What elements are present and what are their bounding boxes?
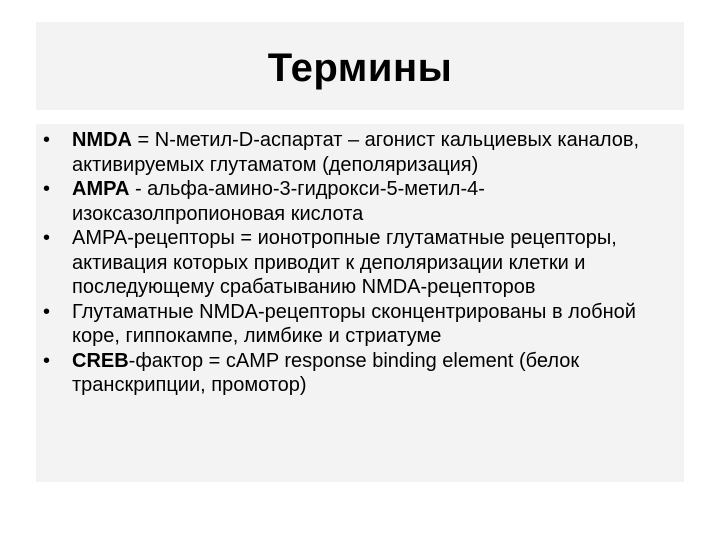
content-panel (36, 124, 684, 482)
bullet-dot: • (43, 178, 51, 200)
bullet-item-creb (36, 349, 684, 398)
bullet-item-nmda-receptors (36, 300, 684, 349)
bullet-text: AMPA-рецепторы = ионотропные глутаматные рецепторы, активация которых приводит к деполяризации клетки и последующему срабатыванию NMDA-рецепторов (72, 227, 617, 298)
bullet-dot: • (43, 349, 51, 372)
term-definition: = N-метил-D-аспартат – агонист кальциевых каналов, активируемых глутаматом (деполяризация) (72, 129, 640, 176)
term-label: AMPA (72, 178, 130, 200)
bullet-list (36, 124, 684, 398)
slide-title: Термины (267, 45, 453, 90)
bullet-dot: • (43, 129, 51, 151)
bullet-dot: • (43, 227, 51, 249)
bullet-item-nmda (36, 128, 684, 177)
term-label: NMDA (72, 129, 132, 151)
bullet-text: Глутаматные NMDA-рецепторы сконцентрированы в лобной коре, гиппокампе, лимбике и стриатуме (72, 300, 636, 347)
bullet-item-ampa-receptors (36, 226, 684, 300)
bullet-item-ampa (36, 177, 684, 226)
term-label: CREB (72, 349, 129, 372)
title-band (36, 22, 684, 110)
term-definition: - альфа-амино-3-гидрокси-5-метил-4-изоксазолпропионовая кислота (72, 178, 485, 225)
term-definition: -фактор = cAMP response binding element (белок транскрипции, промотор) (72, 349, 580, 396)
bullet-dot: • (43, 300, 51, 323)
